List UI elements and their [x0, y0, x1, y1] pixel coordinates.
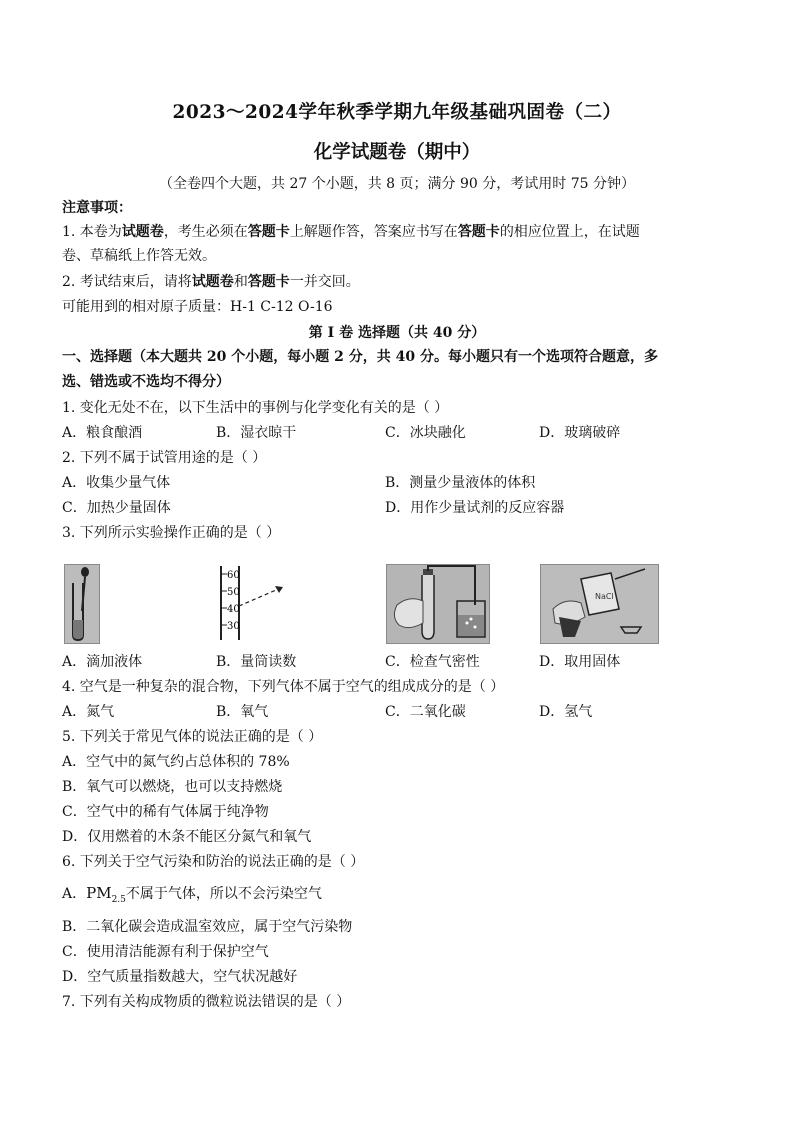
- exam-subtitle: 化学试题卷（期中）: [313, 142, 481, 163]
- question-1-stem: 1. 变化无处不在，以下生活中的事例与化学变化有关的是（ ）: [62, 400, 449, 416]
- q1-option-c[interactable]: C．冰块融化: [385, 425, 466, 441]
- figure-airtightness-check: [386, 564, 490, 644]
- q2-option-b[interactable]: B．测量少量液体的体积: [385, 475, 536, 491]
- q5-option-a[interactable]: A．空气中的氮气约占总体积的 78%: [62, 754, 290, 770]
- q4-option-a[interactable]: A．氮气: [62, 704, 115, 720]
- q2-option-d[interactable]: D．用作少量试剂的反应容器: [385, 500, 565, 516]
- part1-instructions-cont: 选、错选或不选均不得分）: [62, 374, 230, 390]
- q2-option-c[interactable]: C．加热少量固体: [62, 500, 171, 516]
- note-2-text: 一并交回。: [289, 274, 360, 290]
- note-2-bold: 答题卡: [247, 274, 290, 290]
- tick-label: 30: [227, 621, 240, 632]
- note-1-text: 上解题作答，答案应书写在: [289, 224, 458, 240]
- question-4-stem: 4. 空气是一种复杂的混合物，下列气体不属于空气的组成成分的是（ ）: [62, 679, 505, 695]
- exam-info: （全卷四个大题，共 27 个小题，共 8 页；满分 90 分，考试用时 75 分钟）: [159, 176, 635, 192]
- tick-label: 60: [227, 570, 240, 581]
- note-2-bold: 试题卷: [191, 274, 234, 290]
- figure-dropping-liquid: [64, 564, 100, 644]
- question-5-stem: 5. 下列关于常见气体的说法正确的是（ ）: [62, 729, 323, 745]
- tick-label: 50: [227, 587, 240, 598]
- q4-option-c[interactable]: C．二氧化碳: [385, 704, 466, 720]
- note-1-bold: 试题卷: [121, 224, 164, 240]
- atomic-masses: 可能用到的相对原子质量：H-1 C-12 O-16: [62, 299, 333, 315]
- q2-option-a[interactable]: A．收集少量气体: [62, 475, 171, 491]
- note-1-bold: 答题卡: [247, 224, 290, 240]
- q1-option-a[interactable]: A．粮食酿酒: [62, 425, 143, 441]
- notes-heading: 注意事项：: [62, 200, 132, 216]
- note-1-text: ，考生必须在: [163, 224, 248, 240]
- note-1-text: 的相应位置上，在试题: [499, 224, 640, 240]
- q5-option-b[interactable]: B．氧气可以燃烧，也可以支持燃烧: [62, 779, 283, 795]
- q6-option-c[interactable]: C．使用清洁能源有利于保护空气: [62, 944, 269, 960]
- pm-label: PM: [86, 884, 112, 902]
- figure-taking-solid: [540, 564, 659, 644]
- q6-option-a-label: A．: [62, 886, 87, 902]
- figure-cylinder-reading: [217, 564, 287, 642]
- taking-solid-image: [541, 565, 658, 643]
- exam-title: 2023～2024学年秋季学期九年级基础巩固卷（二）: [172, 102, 622, 123]
- part1-instructions: 一、选择题（本大题共 20 个小题，每小题 2 分，共 40 分。每小题只有一个选项符合题意，多: [62, 349, 658, 365]
- q3-option-b[interactable]: B．量筒读数: [216, 654, 297, 670]
- question-7-stem: 7. 下列有关构成物质的微粒说法错误的是（ ）: [62, 994, 351, 1010]
- q4-option-d[interactable]: D．氢气: [539, 704, 593, 720]
- note-2: [62, 272, 360, 292]
- note-1: [62, 222, 640, 242]
- q6-option-a[interactable]: [62, 883, 322, 910]
- tick-label: 40: [227, 604, 240, 615]
- dropper-test-tube-image: [65, 565, 99, 643]
- note-1-text: 1. 本卷为: [62, 224, 122, 240]
- svg-text:NaCl: NaCl: [595, 592, 614, 601]
- q1-option-d[interactable]: D．玻璃破碎: [539, 425, 621, 441]
- q6-option-a-text: 不属于气体，所以不会污染空气: [125, 886, 322, 902]
- pm-subscript: 2.5: [111, 894, 126, 905]
- q3-option-a[interactable]: A．滴加液体: [62, 654, 143, 670]
- note-1-bold: 答题卡: [457, 224, 500, 240]
- q6-option-b[interactable]: B．二氧化碳会造成温室效应，属于空气污染物: [62, 919, 353, 935]
- note-2-text: 2. 考试结束后，请将: [62, 274, 192, 290]
- graduated-cylinder-image: [217, 564, 287, 642]
- note-2-text: 和: [233, 274, 248, 290]
- question-3-stem: 3. 下列所示实验操作正确的是（ ）: [62, 525, 281, 541]
- q4-option-b[interactable]: B．氧气: [216, 704, 269, 720]
- q1-option-b[interactable]: B．湿衣晾干: [216, 425, 297, 441]
- q5-option-d[interactable]: D．仅用燃着的木条不能区分氮气和氧气: [62, 829, 312, 845]
- section-heading: 第 I 卷 选择题（共 40 分）: [308, 325, 486, 341]
- airtightness-image: [387, 565, 489, 643]
- q6-option-d[interactable]: D．空气质量指数越大，空气状况越好: [62, 969, 298, 985]
- q3-option-d[interactable]: D．取用固体: [539, 654, 621, 670]
- question-2-stem: 2. 下列不属于试管用途的是（ ）: [62, 450, 267, 466]
- note-1-continued: 卷、草稿纸上作答无效。: [62, 248, 216, 264]
- q5-option-c[interactable]: C．空气中的稀有气体属于纯净物: [62, 804, 269, 820]
- q3-option-c[interactable]: C．检查气密性: [385, 654, 480, 670]
- question-6-stem: 6. 下列关于空气污染和防治的说法正确的是（ ）: [62, 854, 365, 870]
